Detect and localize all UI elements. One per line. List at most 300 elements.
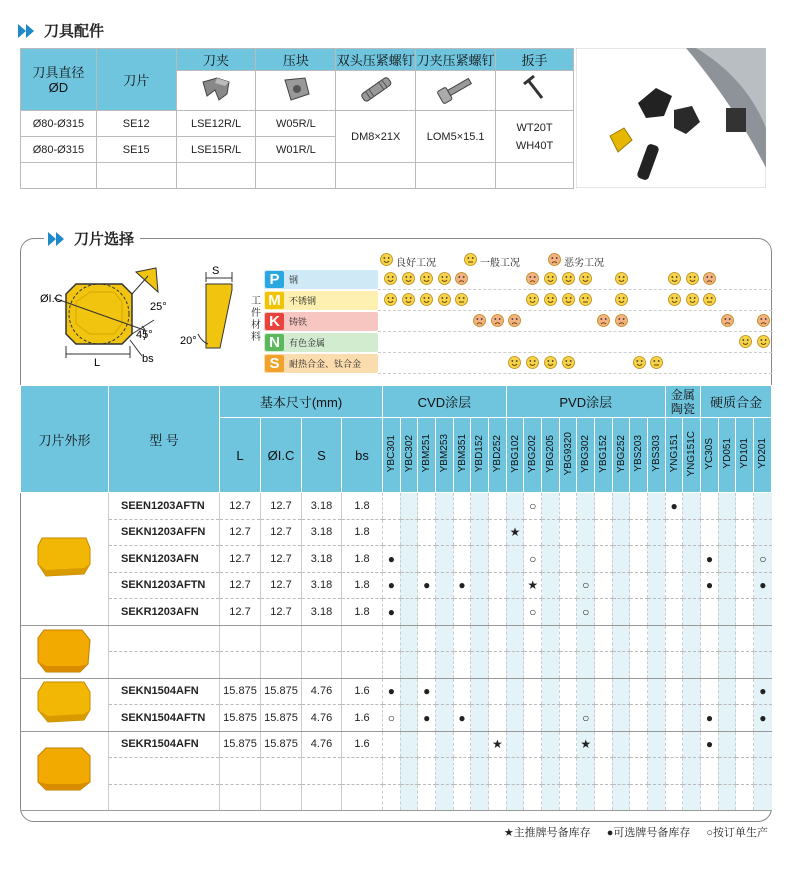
grade-cell: ● <box>418 678 436 705</box>
material-suitability-grid <box>264 269 772 374</box>
grade-cell <box>612 731 630 758</box>
material-name: S 耐热合金、钛合金 <box>264 354 378 373</box>
dim-cell: 12.7 <box>220 572 261 599</box>
grade-cell <box>595 678 613 705</box>
condition-legend <box>380 253 604 269</box>
grade-cell <box>524 678 542 705</box>
grade-cell <box>453 546 471 573</box>
grade-header-ybs203: YBS203 <box>630 418 648 493</box>
dim-cell: 12.7 <box>220 519 261 546</box>
grade-cell <box>400 705 418 732</box>
grade-cell <box>683 705 701 732</box>
grade-cell <box>683 572 701 599</box>
grade-cell: ○ <box>577 572 595 599</box>
grade-cell: ○ <box>383 705 401 732</box>
face-good-icon <box>739 335 752 348</box>
grade-cell <box>595 705 613 732</box>
grade-cell: ● <box>383 546 401 573</box>
grade-cell <box>701 758 719 785</box>
grade-cell <box>383 652 401 679</box>
header-pvd: PVD涂层 <box>506 386 665 418</box>
grade-cell <box>648 572 666 599</box>
grade-cell <box>506 599 524 626</box>
grade-cell <box>489 599 507 626</box>
grade-cell: ★ <box>577 731 595 758</box>
grade-cell <box>471 493 489 520</box>
cutter-assembly-photo <box>576 48 766 188</box>
material-letter: S <box>265 355 284 372</box>
grade-header-yd201: YD201 <box>754 418 772 493</box>
face-good-icon <box>686 293 699 306</box>
holder-screw-image <box>416 71 496 111</box>
grade-cell <box>436 652 454 679</box>
grade-cell <box>665 519 683 546</box>
grade-cell <box>665 731 683 758</box>
wrench-models: WT20T WH40T <box>496 111 574 163</box>
grade-cell <box>383 731 401 758</box>
face-bad-icon <box>526 272 539 285</box>
grade-cell <box>436 758 454 785</box>
grade-cell <box>754 599 772 626</box>
grade-cell: ● <box>701 705 719 732</box>
grade-cell <box>665 705 683 732</box>
grade-cell <box>648 705 666 732</box>
grade-cell <box>701 678 719 705</box>
table-row <box>21 625 772 652</box>
grade-cell <box>400 678 418 705</box>
grade-cell <box>559 546 577 573</box>
grade-cell <box>489 493 507 520</box>
grade-cell <box>665 572 683 599</box>
material-row-m <box>264 290 772 311</box>
grade-header-ybg252: YBG252 <box>612 418 630 493</box>
face-normal-icon <box>579 293 592 306</box>
grade-cell: ● <box>453 705 471 732</box>
grade-cell <box>595 652 613 679</box>
grade-cell <box>736 758 754 785</box>
grade-cell <box>418 493 436 520</box>
grade-cell <box>471 625 489 652</box>
dim-cell: 1.6 <box>342 705 383 732</box>
dim-cell <box>261 652 302 679</box>
grade-header-ybc301: YBC301 <box>383 418 401 493</box>
grade-cell <box>577 678 595 705</box>
grade-cell <box>559 784 577 811</box>
dim-cell: 12.7 <box>220 599 261 626</box>
grade-cell <box>648 599 666 626</box>
grade-cell: ○ <box>524 493 542 520</box>
grade-header-ybg102: YBG102 <box>506 418 524 493</box>
double-arrow-icon <box>18 24 38 38</box>
grade-cell <box>736 705 754 732</box>
row2-diameter: Ø80-Ø315 <box>21 137 97 163</box>
face-good-icon <box>526 293 539 306</box>
grade-cell <box>559 678 577 705</box>
grade-cell: ● <box>754 678 772 705</box>
grade-cell <box>754 731 772 758</box>
grade-cell: ● <box>453 572 471 599</box>
grade-cell <box>524 731 542 758</box>
grade-cell <box>418 758 436 785</box>
dim-cell <box>261 758 302 785</box>
dim-cell: 3.18 <box>302 519 342 546</box>
grade-cell <box>612 519 630 546</box>
grade-cell <box>577 519 595 546</box>
dim-cell: 1.8 <box>342 546 383 573</box>
grade-cell <box>701 493 719 520</box>
ic-label: ØI.C <box>40 293 63 305</box>
grade-cell <box>612 784 630 811</box>
grade-cell: ★ <box>506 519 524 546</box>
face-good-icon <box>402 272 415 285</box>
row1-clamp: W05R/L <box>256 111 336 137</box>
grade-cell <box>524 652 542 679</box>
dim-cell: 15.875 <box>261 731 302 758</box>
table-row <box>21 572 772 599</box>
header-shape: 刀片外形 <box>21 386 109 493</box>
grade-header-yng151c: YNG151C <box>683 418 701 493</box>
grade-cell: ● <box>701 731 719 758</box>
grade-cell <box>453 599 471 626</box>
grade-cell <box>665 784 683 811</box>
double-screw-image <box>336 71 416 111</box>
thickness-label: S <box>212 265 220 277</box>
grade-cell <box>400 625 418 652</box>
grade-cell <box>577 784 595 811</box>
grade-cell <box>436 519 454 546</box>
dim-cell: 15.875 <box>220 678 261 705</box>
grade-cell <box>718 652 736 679</box>
grade-cell <box>701 519 719 546</box>
dim-cell: 1.6 <box>342 678 383 705</box>
grade-cell <box>701 599 719 626</box>
dim-cell <box>302 758 342 785</box>
grade-cell <box>418 546 436 573</box>
grade-cell <box>683 652 701 679</box>
face-good-icon <box>544 293 557 306</box>
grade-cell <box>559 493 577 520</box>
header-cvd: CVD涂层 <box>383 386 507 418</box>
grade-cell <box>683 784 701 811</box>
dim-cell: 15.875 <box>220 731 261 758</box>
face-normal-icon <box>650 356 663 369</box>
grade-cell <box>718 572 736 599</box>
grade-cell <box>559 705 577 732</box>
grade-cell <box>489 546 507 573</box>
grade-cell <box>506 784 524 811</box>
grade-cell <box>612 599 630 626</box>
grade-cell <box>630 493 648 520</box>
grade-cell <box>542 758 560 785</box>
grade-header-ybg302: YBG302 <box>577 418 595 493</box>
grade-cell <box>400 758 418 785</box>
dim-cell: 4.76 <box>302 731 342 758</box>
dim-cell: 4.76 <box>302 705 342 732</box>
grade-cell <box>612 705 630 732</box>
grade-cell <box>736 519 754 546</box>
grade-cell <box>400 599 418 626</box>
dim-cell <box>342 784 383 811</box>
grade-cell <box>559 519 577 546</box>
grade-cell <box>418 731 436 758</box>
material-row-p <box>264 269 772 290</box>
header-diameter: 刀具直径 ØD <box>21 49 97 111</box>
grade-cell <box>630 784 648 811</box>
dim-cell <box>220 784 261 811</box>
grade-cell <box>471 758 489 785</box>
face-good-icon <box>438 293 451 306</box>
grade-cell <box>577 652 595 679</box>
grade-cell <box>630 625 648 652</box>
grade-header-ybm253: YBM253 <box>436 418 454 493</box>
grade-cell <box>736 599 754 626</box>
grade-cell <box>754 652 772 679</box>
grade-cell <box>506 758 524 785</box>
header-holder: 刀夹 <box>176 49 256 71</box>
grade-cell <box>630 678 648 705</box>
grade-cell <box>701 625 719 652</box>
grade-cell <box>718 493 736 520</box>
grade-cell: ● <box>383 599 401 626</box>
grade-cell <box>524 784 542 811</box>
grade-cell <box>471 731 489 758</box>
face-bad-icon <box>508 314 521 327</box>
length-label: L <box>94 357 101 369</box>
insert-table <box>20 385 772 811</box>
grade-cell <box>683 678 701 705</box>
grade-cell <box>542 652 560 679</box>
grade-cell <box>648 678 666 705</box>
grade-cell: ● <box>701 546 719 573</box>
grade-cell <box>718 758 736 785</box>
face-good-icon <box>544 356 557 369</box>
grade-cell <box>383 758 401 785</box>
dim-cell <box>220 758 261 785</box>
grade-cell <box>630 599 648 626</box>
grade-cell <box>577 546 595 573</box>
grade-cell: ○ <box>524 546 542 573</box>
clamp-image <box>256 71 336 111</box>
grade-cell <box>383 519 401 546</box>
grade-cell <box>400 493 418 520</box>
grade-cell <box>542 572 560 599</box>
dim-cell: 12.7 <box>261 572 302 599</box>
header-wrench: 扳手 <box>496 49 574 71</box>
dim-cell: 3.18 <box>302 546 342 573</box>
dim-cell <box>302 652 342 679</box>
grade-cell <box>418 519 436 546</box>
model-cell <box>109 758 220 785</box>
grade-cell <box>683 599 701 626</box>
grade-cell <box>754 493 772 520</box>
grade-cell <box>630 731 648 758</box>
grade-cell <box>436 599 454 626</box>
face-good-icon <box>384 293 397 306</box>
grade-cell <box>612 678 630 705</box>
grade-cell <box>754 784 772 811</box>
grade-cell <box>436 731 454 758</box>
grade-cell <box>736 731 754 758</box>
face-good-icon <box>615 293 628 306</box>
grade-cell <box>630 572 648 599</box>
grade-cell <box>542 599 560 626</box>
dim-cell: 15.875 <box>220 705 261 732</box>
grade-cell <box>718 625 736 652</box>
grade-cell <box>436 572 454 599</box>
grade-cell <box>612 625 630 652</box>
dim-cell: 15.875 <box>261 678 302 705</box>
grade-cell <box>542 678 560 705</box>
grade-cell <box>489 705 507 732</box>
header-insert: 刀片 <box>96 49 176 111</box>
grade-cell: ● <box>383 678 401 705</box>
grade-cell <box>542 546 560 573</box>
grade-cell <box>436 705 454 732</box>
model-cell <box>109 784 220 811</box>
grade-cell <box>489 625 507 652</box>
grade-cell <box>436 493 454 520</box>
grade-cell <box>595 493 613 520</box>
dim-cell: 1.8 <box>342 519 383 546</box>
grade-header-ybg9320: YBG9320 <box>559 418 577 493</box>
material-label: 工件材料 <box>251 296 261 343</box>
grade-cell <box>453 731 471 758</box>
grade-cell <box>506 705 524 732</box>
grade-cell <box>524 625 542 652</box>
grade-cell <box>542 705 560 732</box>
grade-cell: ● <box>418 572 436 599</box>
grade-cell: ○ <box>577 705 595 732</box>
face-good-icon <box>544 272 557 285</box>
dim-cell <box>220 652 261 679</box>
grade-cell <box>506 546 524 573</box>
model-cell: SEKN1203AFN <box>109 546 220 573</box>
grade-cell <box>471 599 489 626</box>
grade-cell <box>400 731 418 758</box>
row2-holder: LSE15R/L <box>176 137 256 163</box>
angle-45-label: 45° <box>136 329 153 341</box>
grade-cell <box>577 625 595 652</box>
grade-cell <box>506 493 524 520</box>
model-cell: SEKR1203AFN <box>109 599 220 626</box>
grade-cell <box>453 493 471 520</box>
grade-cell <box>648 731 666 758</box>
row2-insert: SE15 <box>96 137 176 163</box>
grade-cell: ● <box>754 572 772 599</box>
model-cell: SEKN1203AFFN <box>109 519 220 546</box>
grade-cell <box>630 705 648 732</box>
table-row <box>21 731 772 758</box>
grade-cell <box>489 519 507 546</box>
dim-cell: 12.7 <box>261 493 302 520</box>
grade-cell: ○ <box>577 599 595 626</box>
grade-cell <box>383 493 401 520</box>
table-row <box>21 519 772 546</box>
dim-cell: 12.7 <box>220 493 261 520</box>
material-letter: P <box>265 271 284 288</box>
dim-cell: 12.7 <box>261 599 302 626</box>
header-dim-s: S <box>302 418 342 493</box>
wrench-image <box>496 71 574 111</box>
face-good-icon <box>579 272 592 285</box>
grade-cell <box>383 784 401 811</box>
grade-cell <box>453 625 471 652</box>
grade-cell <box>736 652 754 679</box>
grade-header-ybc302: YBC302 <box>400 418 418 493</box>
grade-cell <box>630 652 648 679</box>
header-holder-screw: 刀夹压紧螺钉 <box>416 49 496 71</box>
grade-cell <box>400 572 418 599</box>
accessories-table <box>20 48 574 189</box>
grade-cell <box>559 731 577 758</box>
header-dims: 基本尺寸(mm) <box>220 386 383 418</box>
legend-good: 良好工况 <box>380 253 436 269</box>
grade-cell <box>595 758 613 785</box>
grade-cell <box>542 731 560 758</box>
grade-cell <box>736 493 754 520</box>
grade-cell <box>400 519 418 546</box>
grade-cell <box>718 784 736 811</box>
face-good-icon <box>615 272 628 285</box>
grade-cell: ★ <box>489 731 507 758</box>
face-bad-icon <box>548 253 561 269</box>
insert-shape-image <box>21 731 109 811</box>
grade-cell <box>418 652 436 679</box>
grade-cell: ● <box>665 493 683 520</box>
face-good-icon <box>526 356 539 369</box>
grade-cell <box>595 572 613 599</box>
header-dim-bs: bs <box>342 418 383 493</box>
grade-header-ybg205: YBG205 <box>542 418 560 493</box>
angle-20-label: 20° <box>180 335 197 347</box>
grade-cell <box>453 678 471 705</box>
row2-clamp: W01R/L <box>256 137 336 163</box>
face-bad-icon <box>473 314 486 327</box>
row1-holder: LSE12R/L <box>176 111 256 137</box>
grade-cell <box>489 758 507 785</box>
grade-cell <box>754 758 772 785</box>
grade-cell <box>453 652 471 679</box>
grade-cell <box>754 625 772 652</box>
grade-cell <box>400 652 418 679</box>
grade-cell <box>612 493 630 520</box>
grade-cell <box>559 599 577 626</box>
grade-cell <box>436 784 454 811</box>
grade-header-ybs303: YBS303 <box>648 418 666 493</box>
grade-cell <box>471 546 489 573</box>
insert-geometry-diagram <box>30 262 248 372</box>
face-good-icon <box>420 272 433 285</box>
grade-cell <box>436 546 454 573</box>
grade-header-yng151: YNG151 <box>665 418 683 493</box>
material-name: K 铸铁 <box>264 312 378 331</box>
table-row <box>21 546 772 573</box>
grade-header-ybg152: YBG152 <box>595 418 613 493</box>
grade-cell <box>736 572 754 599</box>
face-normal-icon <box>464 253 477 269</box>
dim-cell: 4.76 <box>302 678 342 705</box>
grade-cell <box>595 599 613 626</box>
header-dim-l: L <box>220 418 261 493</box>
grade-cell: ● <box>383 572 401 599</box>
material-letter: M <box>265 292 284 309</box>
dim-cell: 1.6 <box>342 731 383 758</box>
grade-cell <box>665 652 683 679</box>
holder-image <box>176 71 256 111</box>
material-row-s <box>264 353 772 374</box>
grade-cell <box>683 493 701 520</box>
grade-cell <box>718 705 736 732</box>
